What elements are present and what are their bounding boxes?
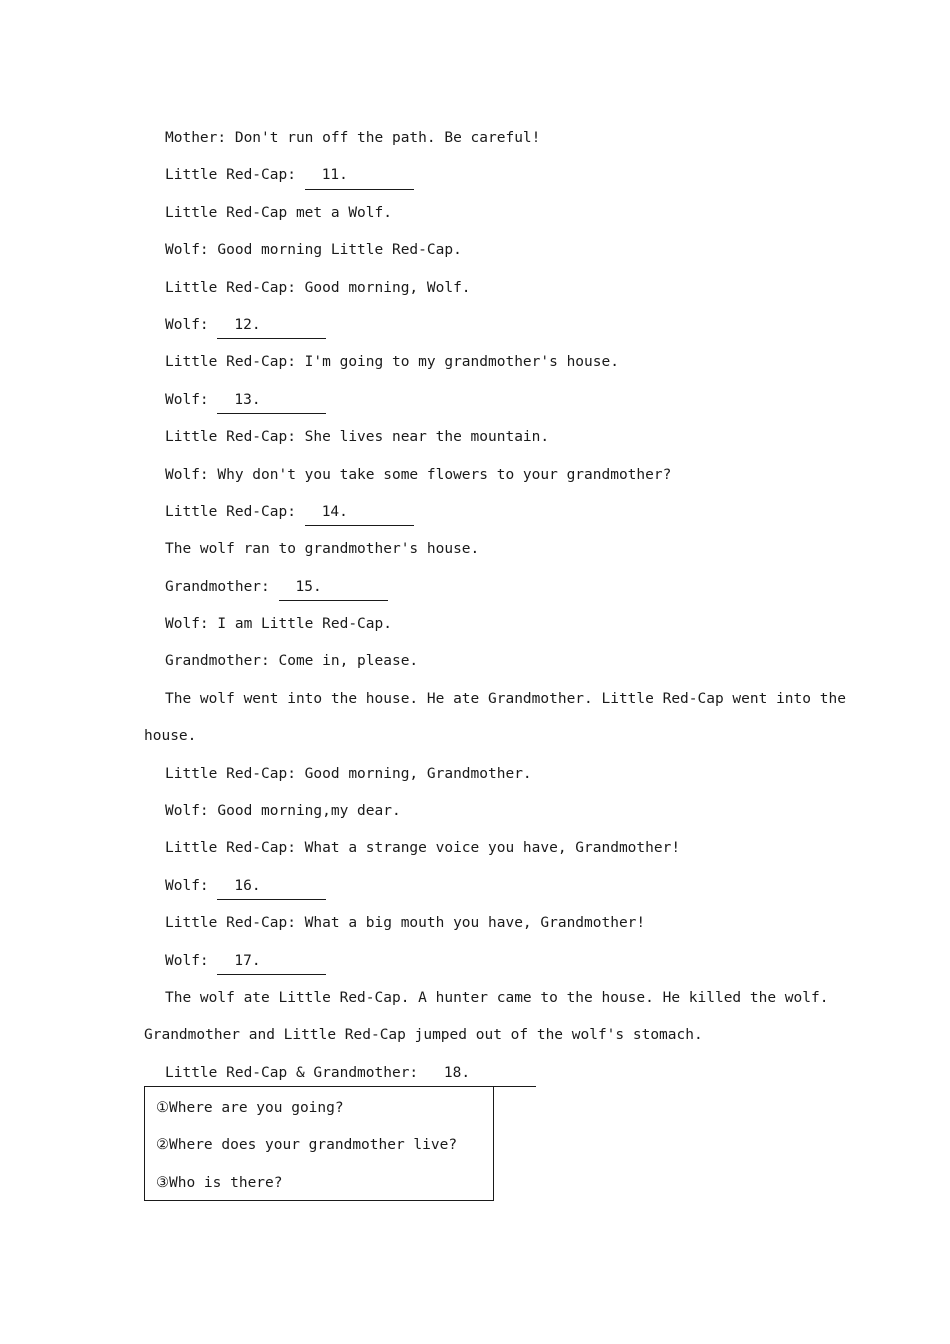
dialogue-line: Grandmother and Little Red-Cap jumped out of the wolf's stomach. — [144, 1027, 703, 1044]
answer-blank: 17. — [217, 943, 326, 980]
answer-blank: 11. — [305, 157, 414, 194]
dialogue-line: The wolf ran to grandmother's house. — [165, 541, 480, 558]
dialogue-line: Little Red-Cap: Good morning, Grandmother. — [165, 765, 532, 782]
dialogue-line: The wolf ate Little Red-Cap. A hunter came to the house. He killed the wolf. — [165, 989, 829, 1006]
dialogue-line: Little Red-Cap: She lives near the mountain. — [165, 429, 550, 446]
dialogue-line: Mother: Don't run off the path. Be careful! — [165, 130, 541, 146]
speaker-label: Little Red-Cap: — [165, 503, 305, 520]
dialogue-line: Little Red-Cap met a Wolf. — [165, 204, 392, 221]
dialogue-line: Wolf: Why don't you take some flowers to your grandmother? — [165, 466, 672, 483]
answer-option: ②Where does your grandmother live? — [156, 1137, 458, 1154]
dialogue-line-with-blank — [144, 943, 816, 980]
answer-options-box — [144, 1086, 494, 1201]
dialogue-line-with-blank — [144, 494, 816, 531]
dialogue-line: Grandmother: Come in, please. — [165, 653, 419, 670]
answer-option: ③Who is there? — [156, 1174, 283, 1191]
dialogue-line: Wolf: I am Little Red-Cap. — [165, 616, 392, 633]
speaker-label: Wolf: — [165, 952, 218, 969]
answer-option: ①Where are you going? — [156, 1100, 344, 1116]
dialogue-line-with-blank — [144, 382, 816, 419]
dialogue-line-with-blank — [144, 157, 816, 194]
dialogue-line: The wolf went into the house. He ate Grandmother. Little Red-Cap went into the — [165, 690, 846, 707]
answer-blank: 18. — [427, 1055, 536, 1092]
answer-blank: 16. — [217, 868, 326, 905]
dialogue-line-with-blank — [144, 307, 816, 344]
dialogue-line-with-blank — [144, 569, 816, 606]
speaker-label: Little Red-Cap: — [165, 167, 305, 184]
speaker-label: Grandmother: — [165, 578, 279, 595]
dialogue-line: Little Red-Cap: What a strange voice you have, Grandmother! — [165, 840, 681, 857]
dialogue-line: Little Red-Cap: Good morning, Wolf. — [165, 279, 471, 296]
speaker-label: Little Red-Cap & Grandmother: — [165, 1064, 427, 1081]
speaker-label: Wolf: — [165, 877, 218, 894]
dialogue-line-with-blank — [144, 868, 816, 905]
dialogue-text — [144, 120, 846, 1092]
dialogue-line: house. — [144, 728, 197, 745]
answer-blank: 13. — [217, 382, 326, 419]
dialogue-line: Wolf: Good morning Little Red-Cap. — [165, 242, 462, 259]
answer-blank: 15. — [279, 569, 388, 606]
dialogue-line: Wolf: Good morning,my dear. — [165, 803, 401, 820]
answer-blank: 14. — [305, 494, 414, 531]
speaker-label: Wolf: — [165, 391, 218, 408]
dialogue-line: Little Red-Cap: What a big mouth you have, Grandmother! — [165, 915, 646, 932]
speaker-label: Wolf: — [165, 316, 218, 333]
answer-blank: 12. — [217, 307, 326, 344]
dialogue-line: Little Red-Cap: I'm going to my grandmother's house. — [165, 354, 619, 371]
